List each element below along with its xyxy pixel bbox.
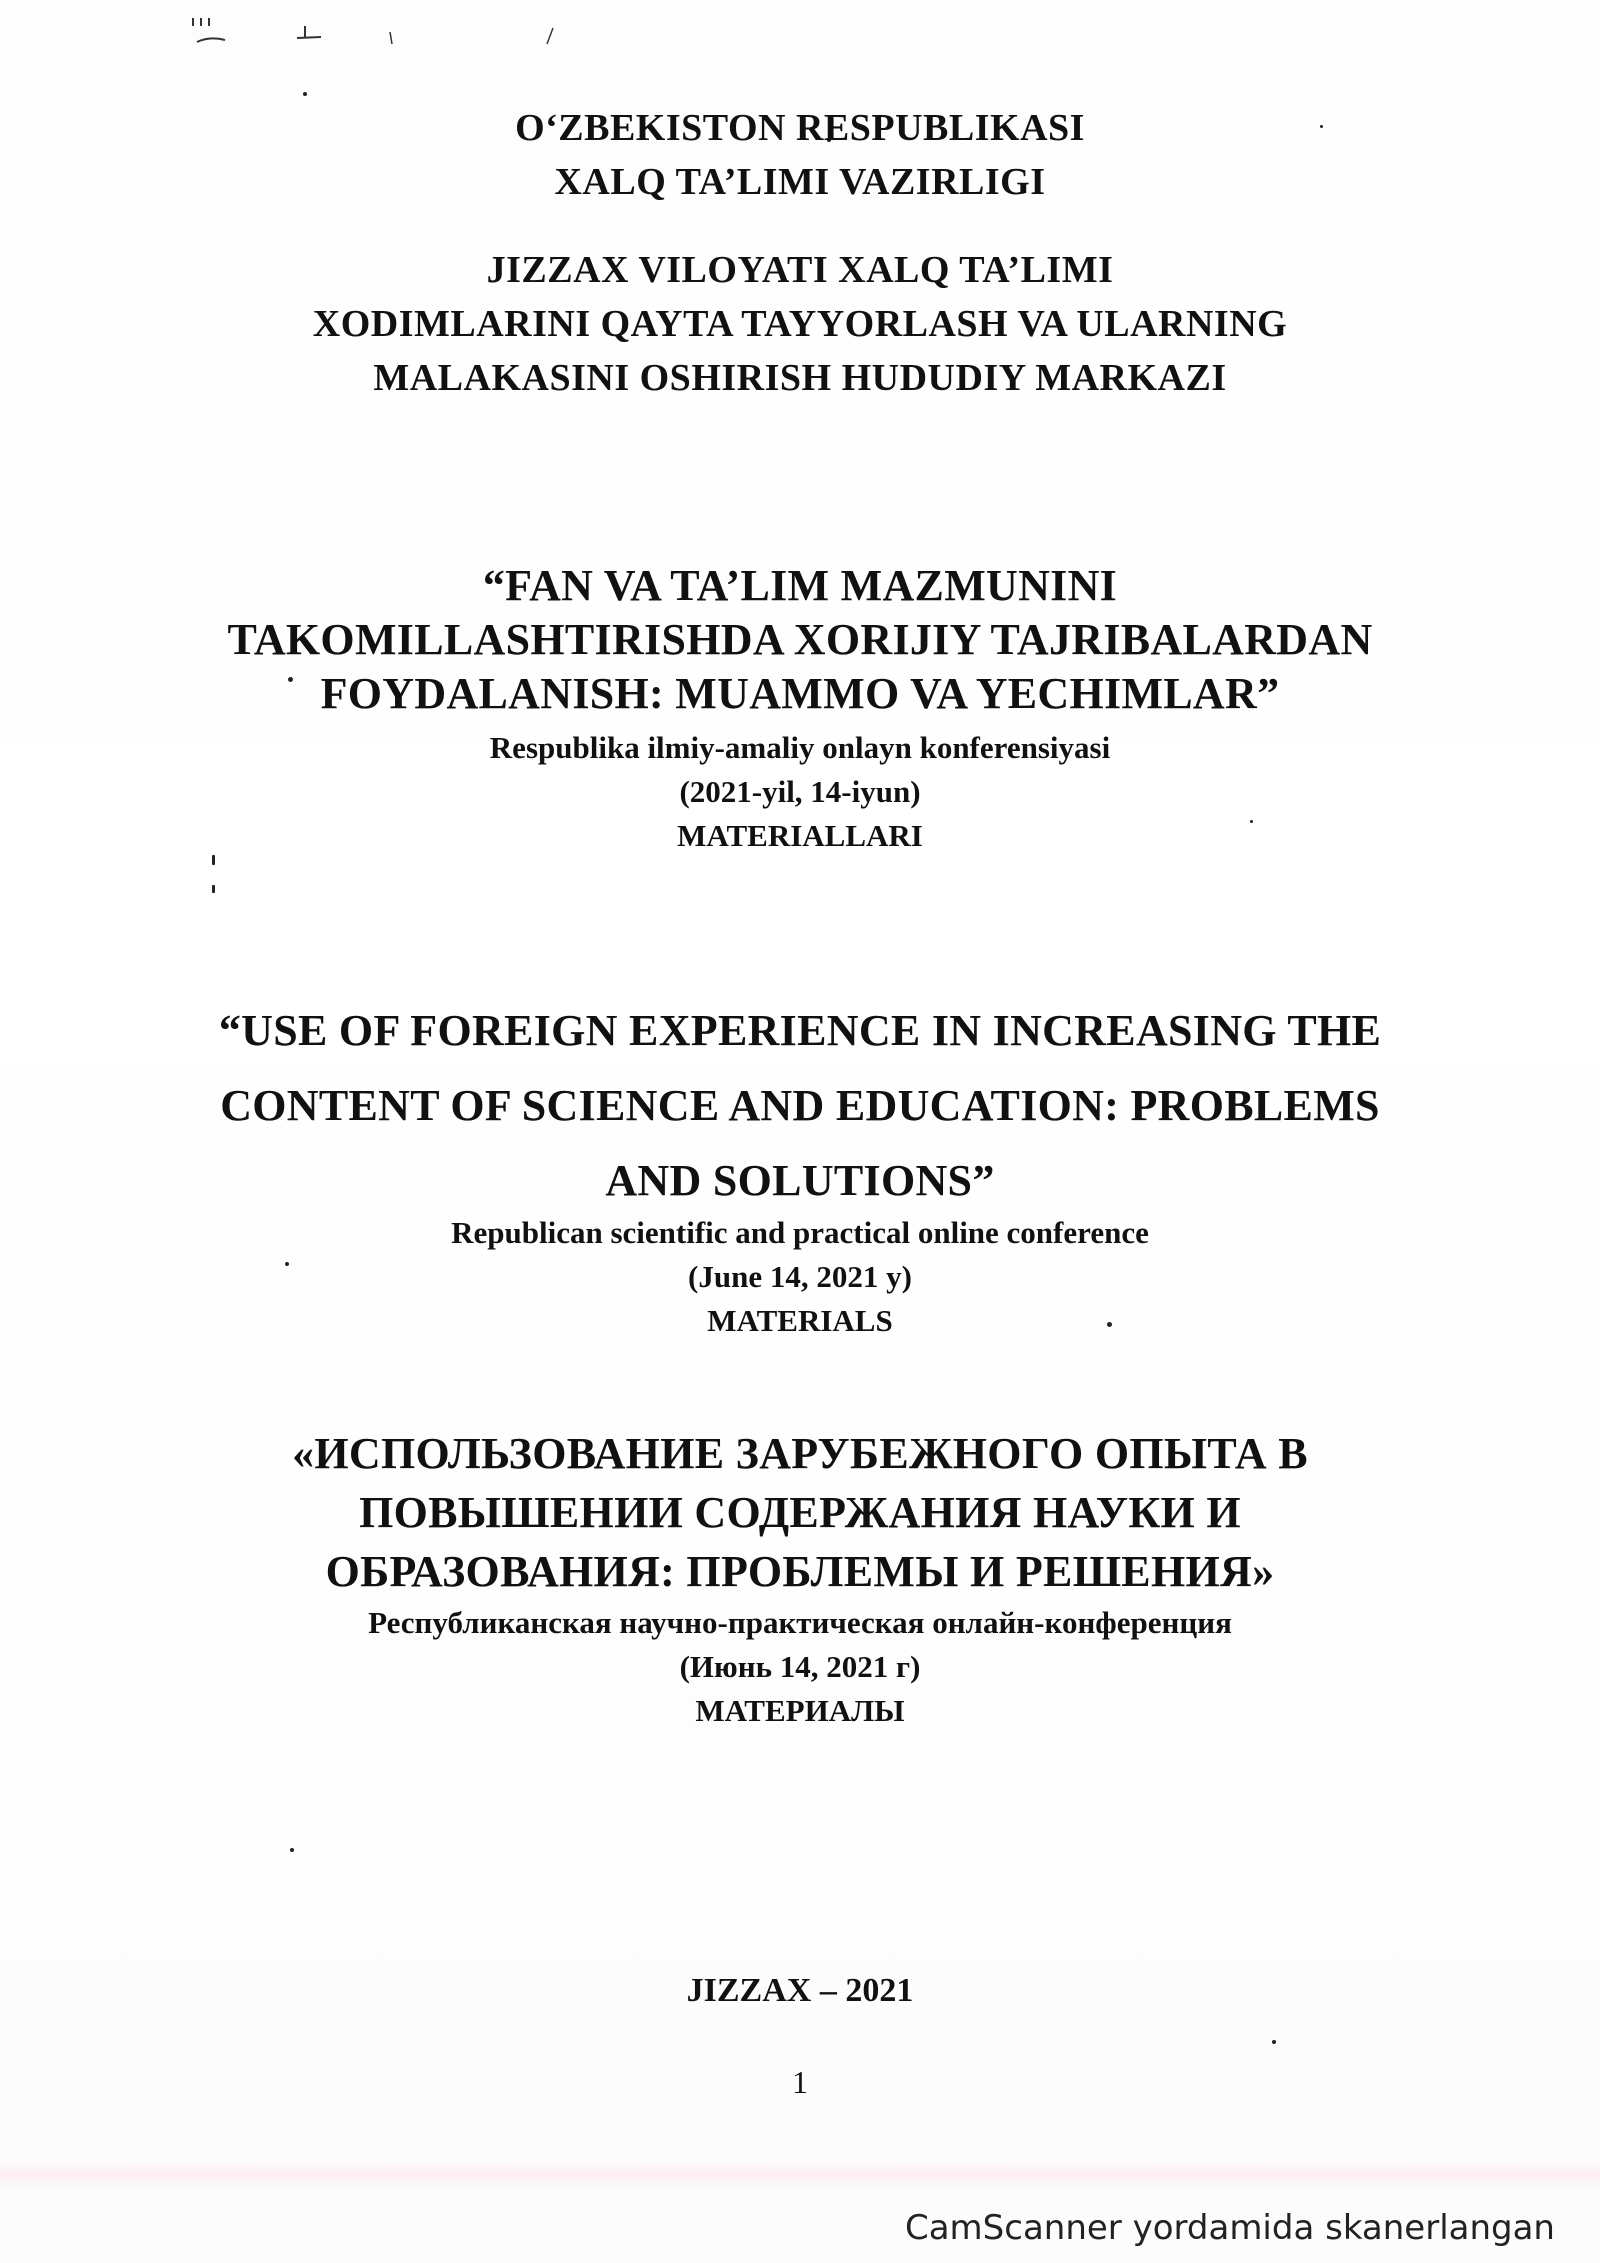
ru-title-line-2: ПОВЫШЕНИИ СОДЕРЖАНИЯ НАУКИ И <box>359 1488 1241 1537</box>
en-title-line-1: “USE OF FOREIGN EXPERIENCE IN INCREASING THE <box>218 1006 1382 1055</box>
en-title-line-2: CONTENT OF SCIENCE AND EDUCATION: PROBLEMS <box>220 1081 1380 1130</box>
ministry-line-1: O‘ZBEKISTON RESPUBLIKASI <box>515 107 1085 149</box>
en-conference-subtitle: Republican scientific and practical online conference <box>451 1215 1149 1250</box>
uz-title-line-1: “FAN VA TA’LIM MAZMUNINI <box>482 561 1118 610</box>
page-number: 1 <box>792 2064 808 2100</box>
scan-edge-tint <box>0 2160 1600 2190</box>
ministry-line-2: XALQ TA’LIMI VAZIRLIGI <box>554 161 1046 203</box>
uz-conference-date: (2021-yil, 14-iyun) <box>679 774 921 809</box>
uz-materials-label: MATERIALLARI <box>677 818 923 853</box>
ru-conference-date: (Июнь 14, 2021 г) <box>679 1649 921 1684</box>
camscanner-watermark: CamScanner yordamida skanerlangan <box>904 2208 1555 2248</box>
uz-title-line-3: FOYDALANISH: MUAMMO VA YECHIMLAR” <box>320 669 1280 718</box>
center-line-2: XODIMLARINI QAYTA TAYYORLASH VA ULARNING <box>312 303 1288 345</box>
ru-title-line-1: «ИСПОЛЬЗОВАНИЕ ЗАРУБЕЖНОГО ОПЫТА В <box>292 1429 1308 1478</box>
center-line-3: MALAKASINI OSHIRISH HUDUDIY MARKAZI <box>373 357 1227 399</box>
scan-artifact-marks <box>185 14 585 54</box>
en-materials-label: MATERIALS <box>707 1303 893 1338</box>
ru-conference-subtitle: Республиканская научно-практическая онлайн-конференция <box>368 1605 1232 1640</box>
ru-materials-label: МАТЕРИАЛЫ <box>695 1693 905 1728</box>
center-line-1: JIZZAX VILOYATI XALQ TA’LIMI <box>486 249 1114 291</box>
en-conference-date: (June 14, 2021 y) <box>688 1259 912 1294</box>
uz-conference-subtitle: Respublika ilmiy-amaliy onlayn konferensiyasi <box>489 730 1111 765</box>
en-title-line-3: AND SOLUTIONS” <box>605 1156 995 1205</box>
place-and-year: JIZZAX – 2021 <box>686 1972 914 2009</box>
ru-title-line-3: ОБРАЗОВАНИЯ: ПРОБЛЕМЫ И РЕШЕНИЯ» <box>325 1547 1275 1596</box>
uz-title-line-2: TAKOMILLASHTIRISHDA XORIJIY TAJRIBALARDAN <box>227 615 1373 664</box>
